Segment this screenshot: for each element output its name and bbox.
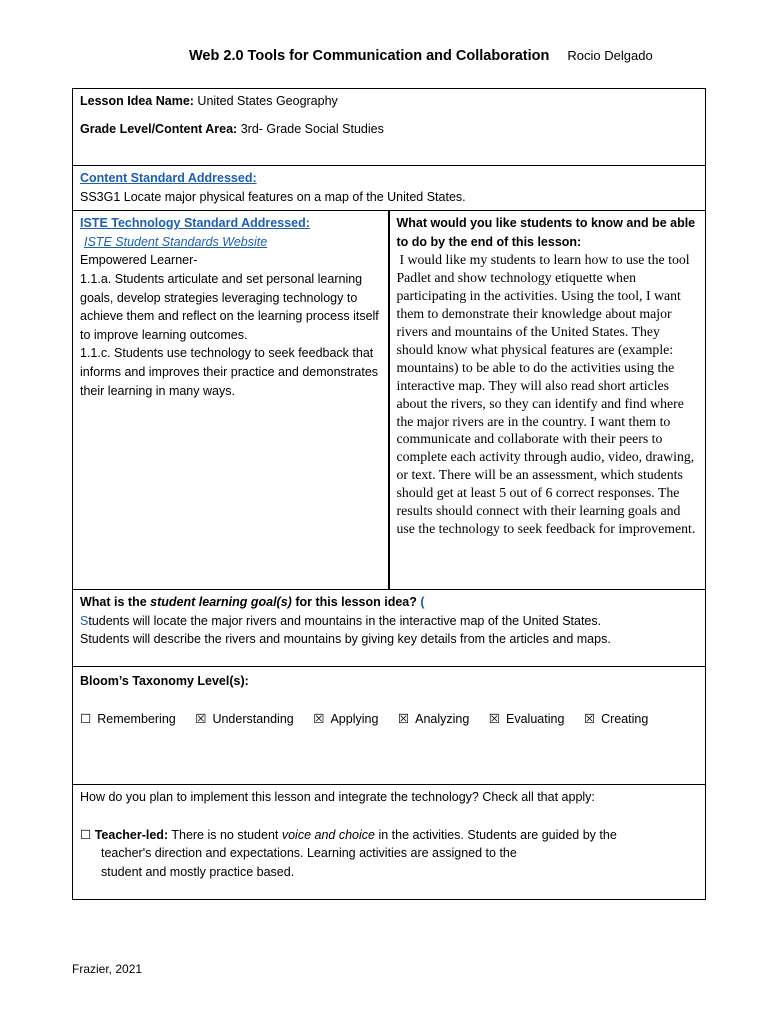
bloom-options [80,710,698,729]
page-title [189,48,653,64]
goals-q-suffix: for this lesson idea? [291,595,421,610]
checkbox-icon[interactable]: ☐ [80,827,92,842]
goal-1-text: tudents will locate the major rivers and mountains in the interactive map of the United States. [88,613,602,628]
lesson-name-line [80,92,698,111]
bloom-label: Bloom’s Taxonomy Level(s): [80,674,249,689]
goals-q-prefix: What is the [80,595,151,610]
know-do-question: What would you like students to know and be able to do by the end of this lesson: [396,216,696,249]
grade-level-line [80,120,698,139]
checkbox-checked-icon[interactable]: ☒ [313,711,325,726]
iste-standards-link[interactable]: ISTE Student Standards Website [84,234,268,249]
bloom-option-analyzing[interactable] [398,712,469,726]
lesson-table [72,88,706,900]
bloom-option-understanding[interactable] [195,712,294,726]
bloom-option-label: Analyzing [415,711,470,726]
teacher-led-text-b: in the activities. Students are guided by the [374,827,617,842]
goal-1-initial: S [80,613,89,628]
checkbox-checked-icon[interactable]: ☒ [488,711,501,726]
bloom-option-label: Applying [330,711,379,726]
content-standard-label: Content Standard Addressed: [80,171,257,185]
bloom-option-applying[interactable] [313,712,378,726]
content-standard-row [73,166,706,211]
implementation-question: How do you plan to implement this lesson and integrate the technology? Check all that apply: [80,790,595,805]
lesson-plan-form [72,88,705,900]
teacher-led-text-a: There is no student [168,827,282,842]
author-name: Rocio Delgado [567,48,653,63]
teacher-led-line-3: student and mostly practice based. [101,864,295,879]
footer-citation: Frazier, 2021 [72,962,143,976]
checkbox-checked-icon[interactable]: ☒ [583,711,596,726]
know-do-answer: I would like my students to learn how to use the tool Padlet and show technology etiquette when participating in the activities. Using the tool, I want them to demonstrate their knowledge about major rivers and mountains of the United States. They should know what physical features are (example: mountains) to be able to do the activities using the interactive map. They will also read short articles about the rivers, so they can identify and find where the major rivers are in the country. I want them to communicate and collaborate with their peers to complete each activity through audio, video, drawing, or text. There will be an assessment, which students should get at least 5 out of 6 correct responses. The results should connect with their learning goals and use the technology to seek feedback for improvement. [396,252,696,536]
goals-q-emphasis: student learning goal(s) [150,595,292,610]
bloom-option-evaluating[interactable] [489,712,565,726]
teacher-led-label: Teacher-led: [94,827,169,842]
goals-q-paren: ( [420,595,425,610]
checkbox-checked-icon[interactable]: ☒ [397,711,410,726]
teacher-led-option[interactable] [80,826,698,845]
teacher-led-line-2: teacher's direction and expectations. Learning activities are assigned to the [101,846,517,861]
grade-level-value: 3rd- Grade Social Studies [240,121,384,136]
lesson-name-value: United States Geography [197,94,338,108]
bloom-option-label: Creating [601,711,649,726]
bloom-option-remembering[interactable] [80,712,176,726]
learning-goals-question [80,593,698,612]
iste-line: 1.1.c. Students use technology to seek feedback that informs and improves their practice and demonstrates their learning in many ways. [80,346,379,398]
grade-level-label: Grade Level/Content Area: [80,121,238,136]
learning-goals-row [73,590,706,667]
bloom-option-label: Remembering [97,711,176,726]
bloom-row [73,667,706,785]
learning-goal-1 [80,612,698,631]
checkbox-checked-icon[interactable]: ☒ [195,711,207,726]
document-title: Web 2.0 Tools for Communication and Collaboration [189,48,550,64]
content-standard-text: SS3G1 Locate major physical features on a map of the United States. [80,189,466,204]
iste-standard-label: ISTE Technology Standard Addressed: [80,216,310,231]
implementation-row [73,785,706,900]
lesson-info-row [73,89,706,166]
bloom-option-label: Evaluating [506,711,565,726]
iste-line: 1.1.a. Students articulate and set personal learning goals, develop strategies leveraging technology to achieve them and reflect on the learning process itself to improve learning outcomes. [80,271,379,342]
bloom-option-creating[interactable] [584,712,648,726]
checkbox-icon[interactable]: ☐ [80,711,92,726]
standards-row [73,211,706,590]
bloom-option-label: Understanding [212,711,294,726]
lesson-name-label: Lesson Idea Name: [80,94,194,108]
learning-goal-2: Students will describe the rivers and mountains by giving key details from the articles and maps. [80,632,611,647]
iste-line: Empowered Learner- [80,253,198,268]
teacher-led-emphasis: voice and choice [281,827,375,842]
